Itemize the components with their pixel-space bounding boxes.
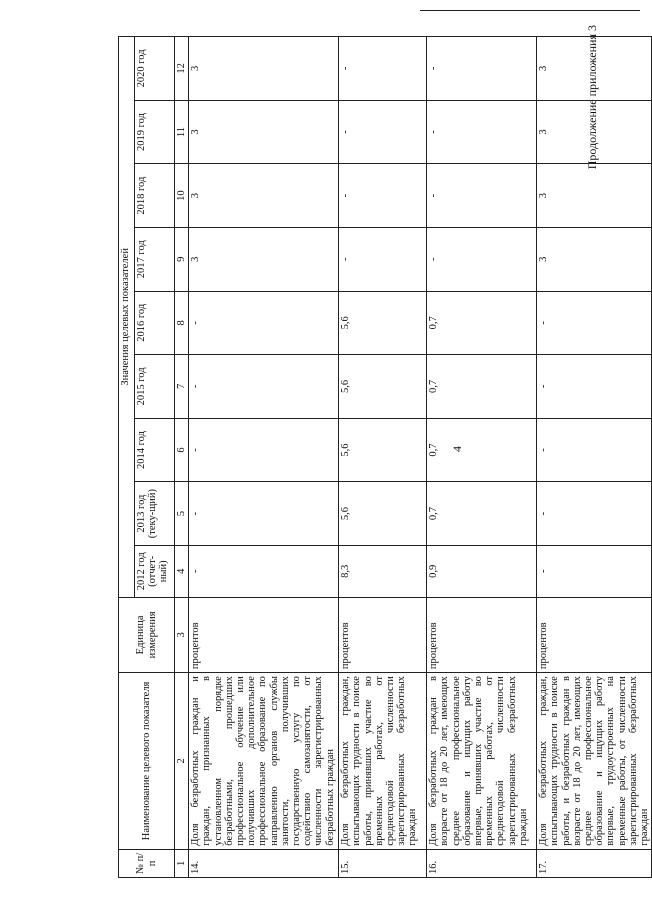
table-row (427, 37, 537, 878)
indicator-name: Доля безработных граждан, испытывающих трудности в поиске работы, принявших участие во временных работах, от среднегодовой численности зарегистрированных безработных граждан (339, 673, 427, 850)
value-cell: - (189, 291, 339, 355)
column-number: 11 (175, 100, 189, 164)
value-cell: 3 (189, 164, 339, 228)
value-cell: 3 (537, 37, 652, 101)
column-number: 5 (175, 482, 189, 546)
header-name: Наименование целевого показателя (119, 673, 175, 850)
value-cell: - (189, 418, 339, 482)
header-values-group: Значения целевых показателей (119, 37, 135, 598)
value-cell: - (537, 482, 652, 546)
page-number: 4 (450, 446, 464, 452)
target-indicators-table (118, 36, 652, 878)
value-cell: 0,7 (427, 482, 537, 546)
value-cell: - (339, 164, 427, 228)
indicator-name: Доля безработных граждан и граждан, признанных в установленном порядке безработными, прошедших профессиональное обучение или получивших дополнительное профессиональное образование по направлению органов службы занятости, получивших государственную услугу по содействию самозанятости, от численности зарегистрированных безработных граждан (189, 673, 339, 850)
value-cell: 0,7 (427, 418, 537, 482)
header-year: 2016 год (135, 291, 175, 355)
value-cell: - (189, 355, 339, 419)
indicator-name: Доля безработных граждан, испытывающих трудности в поиске работы, и безработных граждан в возрасте от 18 до 20 лет, имеющих среднее профессиональное образование и ищущих работу впервые, трудоустроенных на временные работы, от численности зарегистрированных безработных граждан (537, 673, 652, 850)
header-year: 2017 год (135, 227, 175, 291)
value-cell: - (537, 545, 652, 597)
column-number: 1 (175, 849, 189, 877)
row-number: 14. (189, 849, 339, 877)
unit: процентов (537, 597, 652, 672)
value-cell: 0,9 (427, 545, 537, 597)
column-number: 10 (175, 164, 189, 228)
column-number: 3 (175, 597, 189, 672)
value-cell: 5,6 (339, 291, 427, 355)
continuation-label: Продолжение приложения 3 (585, 25, 599, 170)
value-cell: - (339, 37, 427, 101)
value-cell: - (427, 164, 537, 228)
column-number: 9 (175, 227, 189, 291)
header-unit: Единица измерения (119, 597, 175, 672)
value-cell: - (537, 291, 652, 355)
indicator-name: Доля безработных граждан в возрасте от 18 до 20 лет, имеющих среднее профессиональное образование и ищущих работу впервые, принявших участие во временных работах, от среднегодовой численности зарегистрированных безработных граждан (427, 673, 537, 850)
unit: процентов (427, 597, 537, 672)
row-number: 15. (339, 849, 427, 877)
column-number: 12 (175, 37, 189, 101)
value-cell: 3 (537, 100, 652, 164)
value-cell: 5,6 (339, 418, 427, 482)
value-cell: 0,7 (427, 291, 537, 355)
value-cell: 0,7 (427, 355, 537, 419)
value-cell: 5,6 (339, 355, 427, 419)
column-number: 2 (175, 673, 189, 850)
value-cell: - (427, 100, 537, 164)
header-year: 2020 год (135, 37, 175, 101)
table-row (189, 37, 339, 878)
column-number: 7 (175, 355, 189, 419)
value-cell: - (339, 227, 427, 291)
value-cell: - (537, 418, 652, 482)
value-cell: 3 (537, 227, 652, 291)
row-number: 16. (427, 849, 537, 877)
header-year: 2014 год (135, 418, 175, 482)
header-no: № п/п (119, 849, 175, 877)
value-cell: 3 (189, 37, 339, 101)
header-year: 2018 год (135, 164, 175, 228)
value-cell: - (427, 227, 537, 291)
header-year: 2019 год (135, 100, 175, 164)
unit: процентов (189, 597, 339, 672)
unit: процентов (339, 597, 427, 672)
header-year: 2013 год (теку-щий) (135, 482, 175, 546)
value-cell: - (537, 355, 652, 419)
table-row (339, 37, 427, 878)
column-number: 6 (175, 418, 189, 482)
value-cell: - (189, 482, 339, 546)
value-cell: 5,6 (339, 482, 427, 546)
column-number: 8 (175, 291, 189, 355)
value-cell: 3 (537, 164, 652, 228)
value-cell: - (339, 100, 427, 164)
value-cell: 8,3 (339, 545, 427, 597)
table-row (537, 37, 652, 878)
value-cell: 3 (189, 100, 339, 164)
value-cell: - (189, 545, 339, 597)
header-year: 2012 год (отчет-ный) (135, 545, 175, 597)
column-number: 4 (175, 545, 189, 597)
row-number: 17. (537, 849, 652, 877)
value-cell: 3 (189, 227, 339, 291)
header-year: 2015 год (135, 355, 175, 419)
value-cell: - (427, 37, 537, 101)
